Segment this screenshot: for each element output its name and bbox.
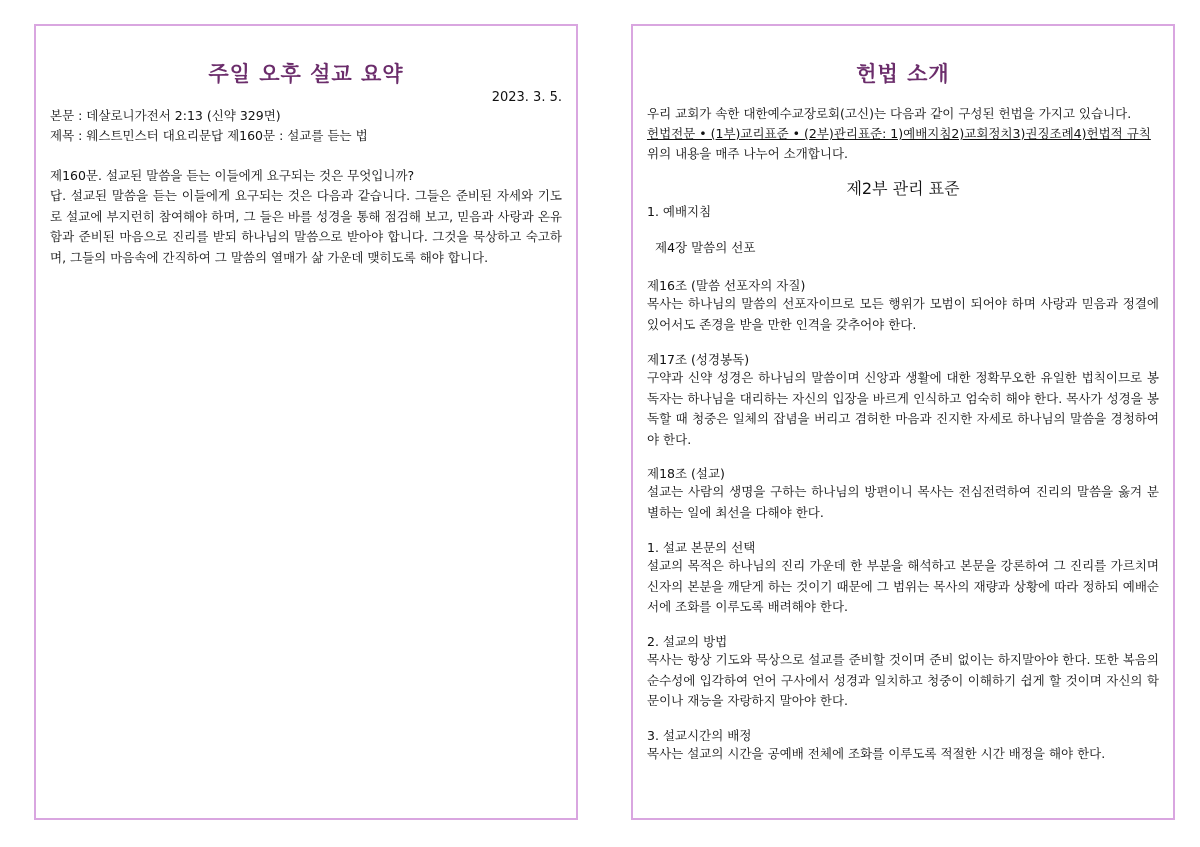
point-body: 목사는 설교의 시간을 공예배 전체에 조화를 이루도록 적절한 시간 배정을 해야 한다. [647,746,1106,761]
point-body: 목사는 항상 기도와 묵상으로 설교를 준비할 것이며 준비 없이는 하지말아야 한다. 또한 복음의 순수성에 입각하여 언어 구사에서 성경과 일치하고 청중이 이해하기 쉽게 할 것이며 자신의 학문이나 재능을 자랑하지 말아야 한다. [647,652,1159,708]
intro-text-2: 위의 내용을 매주 나누어 소개합니다. [647,146,848,161]
intro-text: 우리 교회가 속한 대한예수교장로회(고신)는 다음과 같이 구성된 헌법을 가지고 있습니다. [647,106,1132,121]
article-title: 제18조 (설교) [647,466,725,481]
constitution-toc: 헌법전문 • (1부)교리표준 • (2부)관리표준: 1)예배지침2)교회정치3)권징조례4)헌법적 규칙 [647,126,1151,141]
point-title: 2. 설교의 방법 [647,634,728,649]
part-heading: 제2부 관리 표준 [846,179,960,198]
sermon-title: 주일 오후 설교 요약 [208,62,404,86]
article-title: 제17조 (성경봉독) [647,352,750,367]
point-title: 3. 설교시간의 배정 [647,728,752,743]
sermon-subject: 제목 : 웨스트민스터 대요리문답 제160문 : 설교를 듣는 법 [50,128,368,143]
article-body: 구약과 신약 성경은 하나님의 말씀이며 신앙과 생활에 대한 정확무오한 유일한 법칙이므로 봉독자는 하나님을 대리하는 자신의 입장을 바르게 인식하고 엄숙히 해야 한다. 목사가 성경을 봉독할 때 청중은 일체의 잡념을 버리고 겸허한 마음과 진지한 자세로 하나님의 말씀을 경청하여야 한다. [647,370,1159,447]
constitution-title: 헌법 소개 [856,62,950,86]
sermon-summary-page [34,24,578,820]
sermon-date: 2023. 3. 5. [491,90,562,105]
article-title: 제16조 (말씀 선포자의 자질) [647,278,806,293]
scripture-passage: 본문 : 데살로니가전서 2:13 (신약 329면) [50,108,281,123]
catechism-answer: 답. 설교된 말씀을 듣는 이들에게 요구되는 것은 다음과 같습니다. 그들은 준비된 자세와 기도로 설교에 부지런히 참여해야 하며, 그 들은 바를 성경을 통해 점검해 보고, 믿음과 사랑과 온유함과 준비된 마음으로 진리를 받되 하나님의 말씀으로 받아야 합니다. 그것을 묵상하고 숙고하며, 그들의 마음속에 간직하여 그 말씀의 열매가 삶 가운데 맺히도록 해야 합니다. [50,188,562,265]
catechism-question: 제160문. 설교된 말씀을 듣는 이들에게 요구되는 것은 무엇입니까? [50,168,415,183]
point-title: 1. 설교 본문의 선택 [647,540,756,555]
article-body: 설교는 사람의 생명을 구하는 하나님의 방편이니 목사는 전심전력하여 진리의 말씀을 옳겨 분별하는 일에 최선을 다해야 한다. [647,484,1159,520]
point-body: 설교의 목적은 하나님의 진리 가운데 한 부분을 해석하고 본문을 강론하여 그 진리를 가르치며 신자의 본분을 깨닫게 하는 것이기 때문에 그 범위는 목사의 재량과 상황에 따라 정하되 예배순서에 조화를 이루도록 배려해야 한다. [647,558,1159,614]
chapter-heading: 제4장 말씀의 선포 [655,240,756,255]
article-body: 목사는 하나님의 말씀의 선포자이므로 모든 행위가 모범이 되어야 하며 사랑과 믿음과 정결에 있어서도 존경을 받을 만한 인격을 갖추어야 한다. [647,296,1159,332]
section-heading: 1. 예배지침 [647,204,712,219]
constitution-intro-page [631,24,1175,820]
